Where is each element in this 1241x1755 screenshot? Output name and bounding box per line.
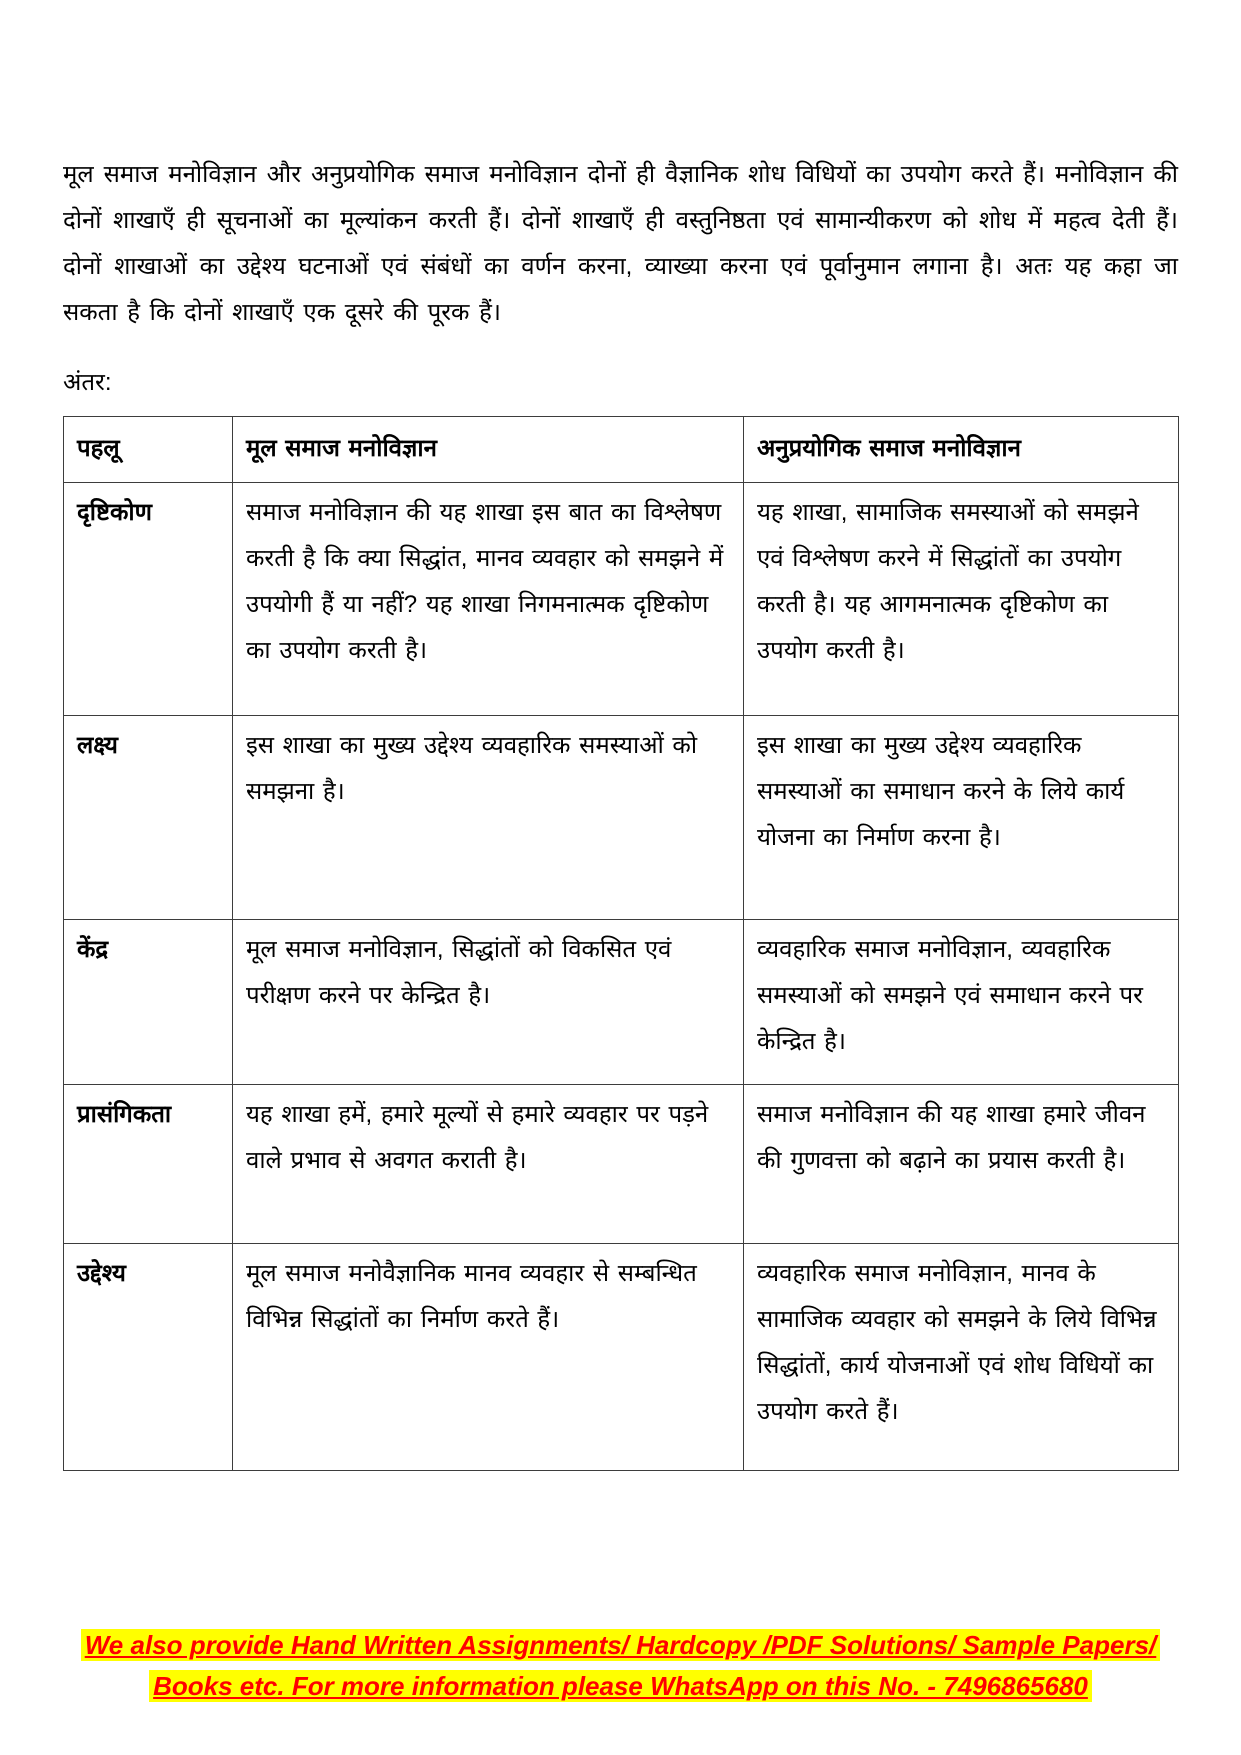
- table-cell-aspect: दृष्टिकोण: [64, 483, 233, 716]
- footer-line: We also provide Hand Written Assignments/ Hardcopy /PDF Solutions/ Sample Papers/: [81, 1629, 1161, 1661]
- table-cell-basic: समाज मनोविज्ञान की यह शाखा इस बात का विश्लेषण करती है कि क्या सिद्धांत, मानव व्यवहार को समझने में उपयोगी हैं या नहीं? यह शाखा निगमनात्मक दृष्टिकोण का उपयोग करती है।: [233, 483, 744, 716]
- table-cell-basic: इस शाखा का मुख्य उद्देश्य व्यवहारिक समस्याओं को समझना है।: [233, 716, 744, 920]
- table-cell-basic: मूल समाज मनोविज्ञान, सिद्धांतों को विकसित एवं परीक्षण करने पर केन्द्रित है।: [233, 920, 744, 1085]
- table-cell-aspect: केंद्र: [64, 920, 233, 1085]
- footer-line: Books etc. For more information please WhatsApp on this No. - 7496865680: [149, 1670, 1092, 1702]
- table-cell-basic: मूल समाज मनोवैज्ञानिक मानव व्यवहार से सम्बन्धित विभिन्न सिद्धांतों का निर्माण करते हैं।: [233, 1244, 744, 1471]
- table-cell-applied: व्यवहारिक समाज मनोविज्ञान, व्यवहारिक समस्याओं को समझने एवं समाधान करने पर केन्द्रित है।: [744, 920, 1179, 1085]
- table-header-aspect: पहलू: [64, 417, 233, 483]
- table-cell-basic: यह शाखा हमें, हमारे मूल्यों से हमारे व्यवहार पर पड़ने वाले प्रभाव से अवगत कराती है।: [233, 1085, 744, 1244]
- table-cell-applied: व्यवहारिक समाज मनोविज्ञान, मानव के सामाजिक व्यवहार को समझने के लिये विभिन्न सिद्धांतों, कार्य योजनाओं एवं शोध विधियों का उपयोग करते हैं।: [744, 1244, 1179, 1471]
- promo-footer: [0, 1625, 1241, 1707]
- table-header-basic: मूल समाज मनोविज्ञान: [233, 417, 744, 483]
- section-label: अंतर:: [63, 369, 112, 396]
- intro-paragraph: मूल समाज मनोविज्ञान और अनुप्रयोगिक समाज मनोविज्ञान दोनों ही वैज्ञानिक शोध विधियों का उपयोग करते हैं। मनोविज्ञान की दोनों शाखाएँ ही सूचनाओं का मूल्यांकन करती हैं। दोनों शाखाएँ ही वस्तुनिष्ठता एवं सामान्यीकरण को शोध में महत्व देती हैं। दोनों शाखाओं का उद्देश्य घटनाओं एवं संबंधों का वर्णन करना, व्याख्या करना एवं पूर्वानुमान लगाना है। अतः यह कहा जा सकता है कि दोनों शाखाएँ एक दूसरे की पूरक हैं।: [63, 161, 1178, 326]
- table-cell-aspect: लक्ष्य: [64, 716, 233, 920]
- table-cell-applied: समाज मनोविज्ञान की यह शाखा हमारे जीवन की गुणवत्ता को बढ़ाने का प्रयास करती है।: [744, 1085, 1179, 1244]
- table-cell-applied: यह शाखा, सामाजिक समस्याओं को समझने एवं विश्लेषण करने में सिद्धांतों का उपयोग करती है। यह आगमनात्मक दृष्टिकोण का उपयोग करती है।: [744, 483, 1179, 716]
- comparison-table: [63, 416, 1179, 1471]
- table-header-applied: अनुप्रयोगिक समाज मनोविज्ञान: [744, 417, 1179, 483]
- table-cell-applied: इस शाखा का मुख्य उद्देश्य व्यवहारिक समस्याओं का समाधान करने के लिये कार्य योजना का निर्माण करना है।: [744, 716, 1179, 920]
- table-cell-aspect: उद्देश्य: [64, 1244, 233, 1471]
- table-cell-aspect: प्रासंगिकता: [64, 1085, 233, 1244]
